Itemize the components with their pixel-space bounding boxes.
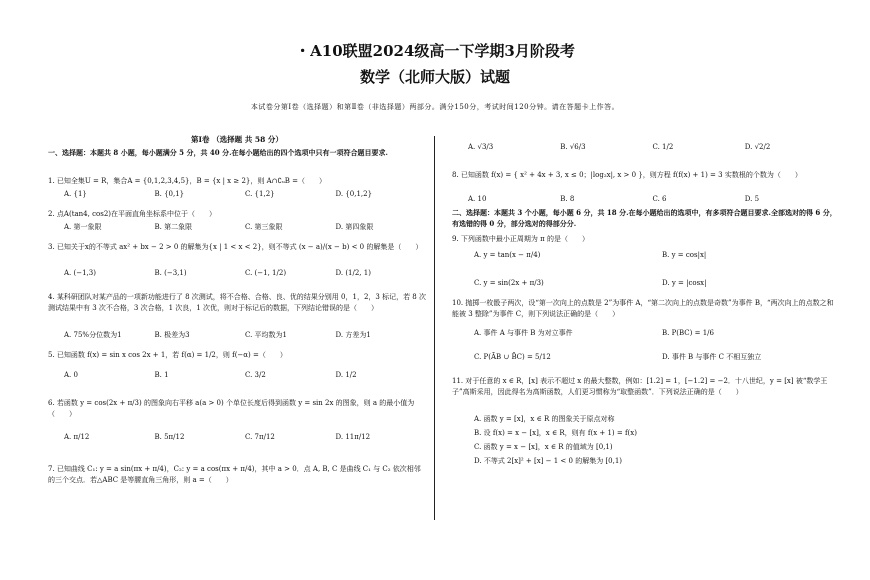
q2-option-d: D. 第四象限 — [335, 223, 374, 231]
q10-option-c: C. P(ĀB ∪ B̄C) = 5/12 — [474, 353, 551, 361]
right-column — [452, 140, 837, 520]
q6-option-d: D. 11π/12 — [335, 433, 371, 441]
question-4: 4. 某科研团队对某产品的一项新功能进行了 8 次测试，将不合格、合格、良、优的结果分别用 0，1，2，3 标记，若 8 次测试结果中有 3 次不合格，3 次合格，1 次良，1 次优，则对于标记后的数据，下列结论错误的是（ ） — [48, 293, 426, 312]
q9-option-a: A. y = tan(x − π/4) — [474, 251, 541, 259]
question-1-options — [64, 191, 426, 198]
q9-option-c: C. y = sin(2x + π/3) — [474, 279, 544, 287]
q8-option-d: D. 5 — [744, 195, 760, 203]
q1-option-a: A. {1} — [64, 190, 87, 198]
q6-option-a: A. π/12 — [64, 433, 90, 441]
q1-option-d: D. {0,1,2} — [335, 190, 373, 198]
q10-option-a: A. 事件 A 与事件 B 为对立事件 — [474, 329, 573, 337]
part-one-title: 第Ⅰ卷 （选择题 共 58 分） — [191, 135, 283, 144]
q5-option-a: A. 0 — [64, 371, 78, 379]
q7-option-b: B. √6/3 — [560, 143, 586, 151]
q11-option-b: B. 设 f(x) = x − [x]，x ∈ R，则有 f(x + 1) = f(x) — [474, 429, 637, 437]
question-5: 5. 已知函数 f(x) = sin x cos 2x + 1，若 f(α) = 1/2，则 f(−α) =（ ） — [48, 351, 287, 359]
q10-option-d: D. 事件 B 与事件 C 不相互独立 — [662, 353, 762, 361]
exam-note: 本试卷分第Ⅰ卷（选择题）和第Ⅱ卷（非选择题）两部分。满分150分，考试时间120分钟。请在答题卡上作答。 — [250, 103, 620, 111]
question-8-options — [468, 196, 837, 203]
q3-option-c: C. (−1, 1/2) — [245, 269, 287, 277]
question-2-options — [64, 224, 426, 231]
q7-option-d: D. √2/2 — [744, 143, 771, 151]
q5-option-d: D. 1/2 — [335, 371, 357, 379]
q4-option-d: D. 方差为1 — [335, 331, 371, 339]
question-9: 9. 下列函数中最小正周期为 π 的是（ ） — [452, 235, 589, 243]
q9-option-b: B. y = cos|x| — [662, 251, 707, 259]
question-2: 2. 点A(tan4, cos2)在平面直角坐标系中位于（ ） — [48, 210, 216, 218]
q2-option-b: B. 第二象限 — [154, 223, 193, 231]
q9-option-d: D. y = |cosx| — [662, 279, 707, 287]
q2-option-c: C. 第三象限 — [245, 223, 283, 231]
q4-option-a: A. 75%分位数为1 — [64, 331, 122, 339]
question-4-options — [64, 332, 426, 339]
q7-option-a: A. √3/3 — [468, 143, 494, 151]
question-6-options — [64, 434, 426, 441]
section-two-heading: 二、选择题：本题共 3 个小题，每小题 6 分，共 18 分.在每小题给出的选项中，有多项符合题目要求.全部选对的得 6 分，有选错的得 0 分，部分选对的得部分分. — [452, 208, 837, 228]
q5-option-c: C. 3/2 — [245, 371, 266, 379]
q1-option-c: C. {1,2} — [245, 190, 275, 198]
q8-option-c: C. 6 — [652, 195, 667, 203]
question-8: 8. 已知函数 f(x) = { x² + 4x + 3, x ≤ 0；|log₂x|, x > 0 }，则方程 f(f(x) + 1) = 3 实数根的个数为（ ） — [452, 171, 802, 179]
q8-option-b: B. 8 — [560, 195, 575, 203]
question-6: 6. 若函数 y = cos(2x + π/3) 的图象向右平移 a(a > 0) 个单位长度后得到函数 y = sin 2x 的图象，则 a 的最小值为（ ） — [48, 399, 415, 418]
q6-option-c: C. 7π/12 — [245, 433, 275, 441]
question-3: 3. 已知关于x的不等式 ax² + bx − 2 > 0 的解集为{x | 1 < x < 2}，则不等式 (x − a)/(x − b) < 0 的解集是（ ） — [48, 243, 423, 251]
question-7: 7. 已知曲线 C₁: y = a sin(πx + π/4)，C₂: y = a cos(πx + π/4)，其中 a > 0．点 A, B, C 是曲线 C₁ 与 C₂ 依次相邻的三个交点．若△ABC 是等腰直角三角形，则 a =（ ） — [48, 465, 421, 484]
q10-option-b: B. P(BC) = 1/6 — [662, 329, 714, 337]
q8-option-a: A. 10 — [468, 195, 487, 203]
section-one-heading: 一、选择题：本题共 8 小题，每小题满分 5 分，共 40 分.在每小题给出的四个选项中只有一项符合题目要求. — [48, 148, 388, 157]
question-3-options — [64, 270, 426, 277]
q11-option-c: C. 函数 y = x − [x]，x ∈ R 的值域为 [0,1) — [474, 443, 613, 451]
q3-option-a: A. (−1,3) — [64, 269, 96, 277]
exam-subtitle: 数学（北师大版）试题 — [359, 68, 510, 86]
question-10: 10. 抛掷一枚骰子两次，设“第一次向上的点数是 2”为事件 A，“第二次向上的点数是奇数”为事件 B，“两次向上的点数之和能被 3 整除”为事件 C，则下列说法正确的是（ ） — [452, 299, 834, 318]
q2-option-a: A. 第一象限 — [64, 223, 102, 231]
column-divider — [434, 136, 435, 520]
q4-option-b: B. 极差为3 — [154, 331, 190, 339]
exam-title: ・A10联盟2024级高一下学期3月阶段考 — [295, 42, 575, 60]
question-5-options — [64, 372, 426, 379]
q11-option-a: A. 函数 y = [x]，x ∈ R 的图象关于原点对称 — [474, 415, 615, 423]
q11-option-d: D. 不等式 2[x]² + [x] − 1 < 0 的解集为 [0,1) — [474, 457, 623, 465]
q4-option-c: C. 平均数为1 — [245, 331, 288, 339]
question-1: 1. 已知全集U = R，集合A = {0,1,2,3,4,5}，B = {x | x ≥ 2}，则 A∩∁ᵤB =（ ） — [48, 177, 326, 185]
q5-option-b: B. 1 — [154, 371, 169, 379]
q6-option-b: B. 5π/12 — [154, 433, 185, 441]
question-11: 11. 对于任意的 x ∈ R，[x] 表示不超过 x 的最大整数，例如：[1.2] = 1，[−1.2] = −2．十八世纪，y = [x] 被“数学王子”高斯采用，因此得名为高斯函数，人们更习惯称为“取整函数”．下列说法正确的是（ ） — [452, 377, 828, 396]
q1-option-b: B. {0,1} — [154, 190, 185, 198]
question-7-options — [468, 144, 837, 151]
left-column — [48, 136, 426, 516]
q3-option-d: D. (1/2, 1) — [335, 269, 371, 277]
q7-option-c: C. 1/2 — [652, 143, 674, 151]
q3-option-b: B. (−3,1) — [154, 269, 187, 277]
